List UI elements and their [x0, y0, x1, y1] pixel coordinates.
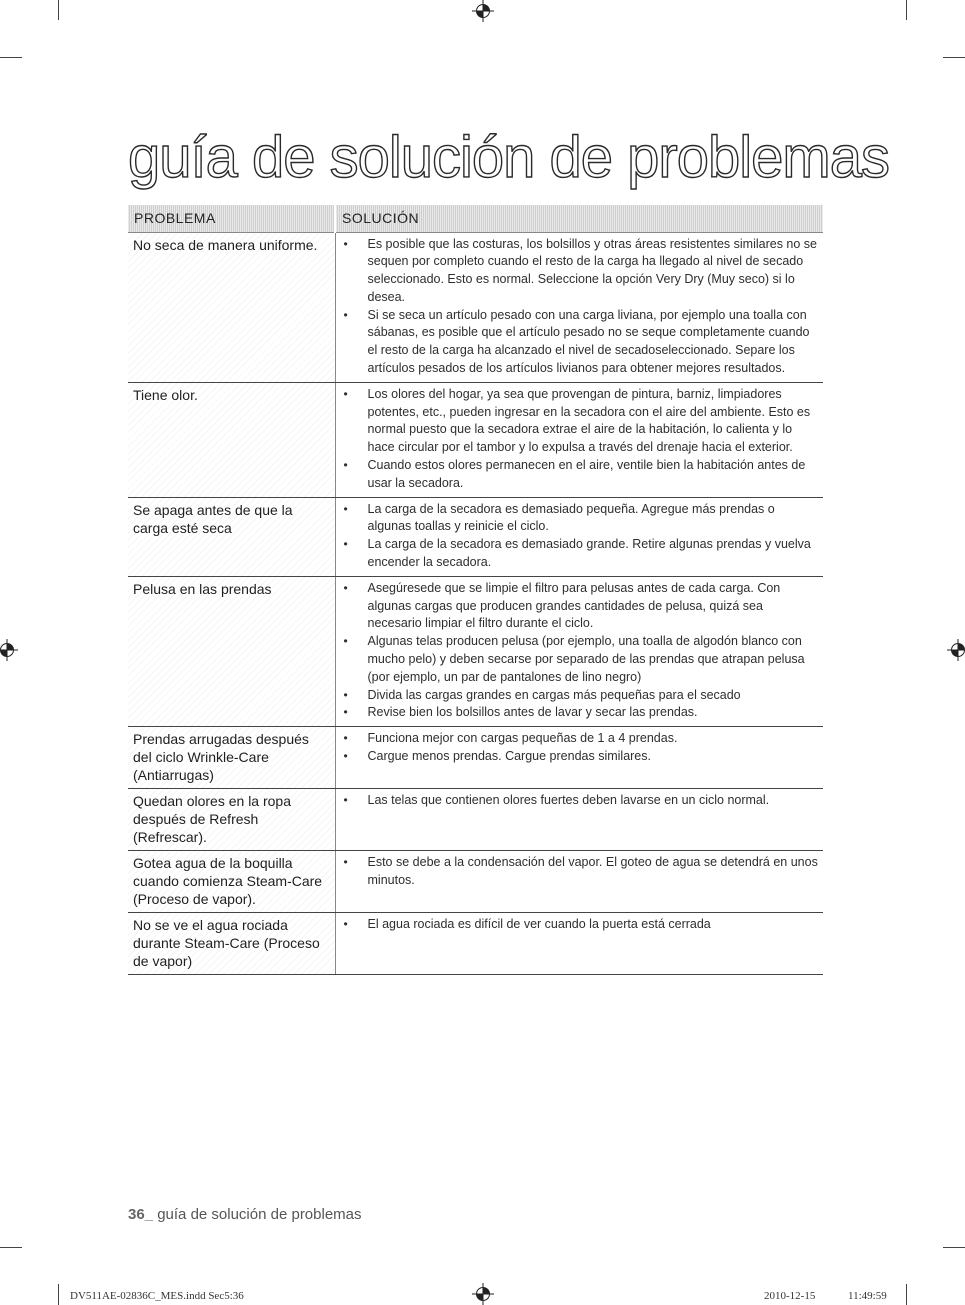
problem-cell: Gotea agua de la boquilla cuando comienza Steam-Care (Proceso de vapor).: [128, 851, 335, 913]
solution-item: [342, 687, 820, 705]
bullet-icon: •: [343, 793, 348, 808]
solution-list: [342, 854, 820, 890]
bullet-icon: •: [343, 307, 348, 322]
bullet-icon: •: [343, 687, 348, 702]
solution-item: [342, 730, 820, 748]
crop-mark-bottom-right-vertical: [906, 1284, 907, 1305]
registration-mark-left: [0, 639, 18, 661]
solution-cell: [335, 576, 823, 726]
solution-cell: [335, 913, 823, 975]
solution-text: La carga de la secadora es demasiado pequeña. Agregue más prendas o algunas toallas y reinicie el ciclo.: [367, 501, 775, 534]
problem-cell: Quedan olores en la ropa después de Refresh (Refrescar).: [128, 789, 335, 851]
crop-mark-left-top-horizontal: [0, 57, 22, 58]
crop-mark-right-top-horizontal: [943, 57, 965, 58]
solution-text: Asegúresede que se limpie el filtro para pelusas antes de cada carga. Con algunas cargas que producen grandes cantidades de pelusa, quizá sea necesario limpiar el filtro durante el ciclo.: [367, 580, 781, 631]
solution-text: Los olores del hogar, ya sea que provengan de pintura, barniz, limpiadores potentes, etc., pueden ingresar en la secadora con el aire del ambiente. Esto es normal puesto que la secadora extrae el aire de la habitación, lo calienta y lo hace circular por el tambor y lo expulsa a través del drenaje hacia el exterior.: [367, 386, 811, 455]
page-section-label: guía de solución de problemas: [157, 1206, 362, 1223]
bullet-icon: •: [343, 634, 348, 649]
crop-mark-top-right-vertical: [906, 0, 907, 20]
table-row: [128, 232, 823, 382]
bullet-icon: •: [343, 458, 348, 473]
solution-item: [342, 236, 820, 307]
problem-cell: Prendas arrugadas después del ciclo Wrinkle-Care (Antiarrugas): [128, 727, 335, 789]
bullet-icon: •: [343, 501, 348, 516]
header-solucion: SOLUCIÓN: [335, 205, 823, 232]
solution-text: Esto se debe a la condensación del vapor. El goteo de agua se detendrá en unos minutos.: [367, 855, 818, 888]
solution-item: [342, 633, 820, 686]
problem-cell: No se ve el agua rociada durante Steam-Care (Proceso de vapor): [128, 913, 335, 975]
crop-mark-bottom-left-vertical: [58, 1284, 59, 1305]
solution-cell: [335, 232, 823, 382]
bullet-icon: •: [343, 386, 348, 401]
page-title: guía de solución de problemas: [128, 125, 889, 190]
solution-text: Si se seca un artículo pesado con una carga liviana, por ejemplo una toalla con sábanas, es posible que el artículo pesado no se seque completamente cuando el resto de la carga ha alcanzado el nivel de secadoseleccionado. Separe los artículos pesados de los artículos livianos para obtener mejores resultados.: [367, 307, 810, 376]
solution-item: [342, 536, 820, 572]
bullet-icon: •: [343, 236, 348, 251]
solution-text: Cuando estos olores permanecen en el aire, ventile bien la habitación antes de usar la secadora.: [367, 458, 806, 490]
solution-item: [342, 792, 820, 810]
table-body: [128, 232, 823, 975]
solution-item: [342, 580, 820, 633]
table-row: [128, 727, 823, 789]
problem-cell: Se apaga antes de que la carga esté seca: [128, 497, 335, 576]
table-header-row: [128, 205, 823, 232]
bullet-icon: •: [343, 731, 348, 746]
table-row: [128, 382, 823, 497]
solution-text: Revise bien los bolsillos antes de lavar y secar las prendas.: [367, 705, 698, 720]
solution-item: [342, 386, 820, 457]
solution-list: [342, 236, 820, 378]
solution-list: [342, 501, 820, 572]
solution-list: [342, 386, 820, 493]
solution-item: [342, 704, 820, 722]
table-row: [128, 851, 823, 913]
solution-item: [342, 457, 820, 493]
bullet-icon: •: [343, 580, 348, 595]
registration-mark-top: [472, 0, 494, 22]
solution-text: Funciona mejor con cargas pequeñas de 1 a 4 prendas.: [367, 731, 678, 746]
solution-text: Cargue menos prendas. Cargue prendas similares.: [367, 749, 651, 764]
bullet-icon: •: [343, 749, 348, 764]
solution-cell: [335, 789, 823, 851]
solution-text: Las telas que contienen olores fuertes deben lavarse en un ciclo normal.: [367, 793, 770, 808]
page-number: 36_: [128, 1206, 154, 1223]
troubleshooting-table: [128, 205, 823, 975]
solution-list: [342, 792, 820, 810]
bullet-icon: •: [343, 537, 348, 552]
print-slug-time: 11:49:59: [848, 1290, 887, 1302]
solution-list: [342, 916, 820, 934]
solution-item: [342, 748, 820, 766]
solution-item: [342, 501, 820, 537]
problem-cell: Pelusa en las prendas: [128, 576, 335, 726]
header-problema: PROBLEMA: [128, 205, 335, 232]
solution-text: La carga de la secadora es demasiado grande. Retire algunas prendas y vuelva encender la secadora.: [367, 537, 811, 570]
crop-mark-right-bottom-horizontal: [943, 1247, 965, 1248]
problem-cell: No seca de manera uniforme.: [128, 232, 335, 382]
solution-text: Es posible que las costuras, los bolsillos y otras áreas resistentes similares no se sequen por completo cuando el resto de la carga ha llegado al nivel de secado seleccionado. Esto es normal. Seleccione la opción Very Dry (Muy seco) si lo desea.: [367, 236, 818, 304]
registration-mark-bottom: [472, 1283, 494, 1305]
crop-mark-left-bottom-horizontal: [0, 1247, 22, 1248]
table-row: [128, 913, 823, 975]
solution-text: Divida las cargas grandes en cargas más pequeñas para el secado: [367, 687, 741, 702]
page-footer: [128, 1206, 362, 1223]
solution-cell: [335, 497, 823, 576]
table-row: [128, 497, 823, 576]
print-slug-date: 2010-12-15: [764, 1290, 816, 1302]
solution-item: [342, 854, 820, 890]
solution-list: [342, 580, 820, 722]
solution-cell: [335, 382, 823, 497]
crop-mark-top-left-vertical: [58, 0, 59, 20]
solution-item: [342, 916, 820, 934]
registration-mark-right: [947, 639, 965, 661]
bullet-icon: •: [343, 917, 348, 932]
table-row: [128, 789, 823, 851]
solution-text: Algunas telas producen pelusa (por ejemplo, una toalla de algodón blanco con mucho pelo) y deben secarse por separado de las prendas que atrapan pelusa (por ejemplo, un par de pantalones de lino negro): [367, 634, 805, 684]
table-row: [128, 576, 823, 726]
bullet-icon: •: [343, 705, 348, 720]
solution-list: [342, 730, 820, 766]
solution-cell: [335, 851, 823, 913]
solution-cell: [335, 727, 823, 789]
bullet-icon: •: [343, 855, 348, 870]
print-slug-file: DV511AE-02836C_MES.indd Sec5:36: [70, 1290, 244, 1302]
problem-cell: Tiene olor.: [128, 382, 335, 497]
solution-text: El agua rociada es difícil de ver cuando la puerta está cerrada: [367, 917, 711, 932]
solution-item: [342, 307, 820, 378]
